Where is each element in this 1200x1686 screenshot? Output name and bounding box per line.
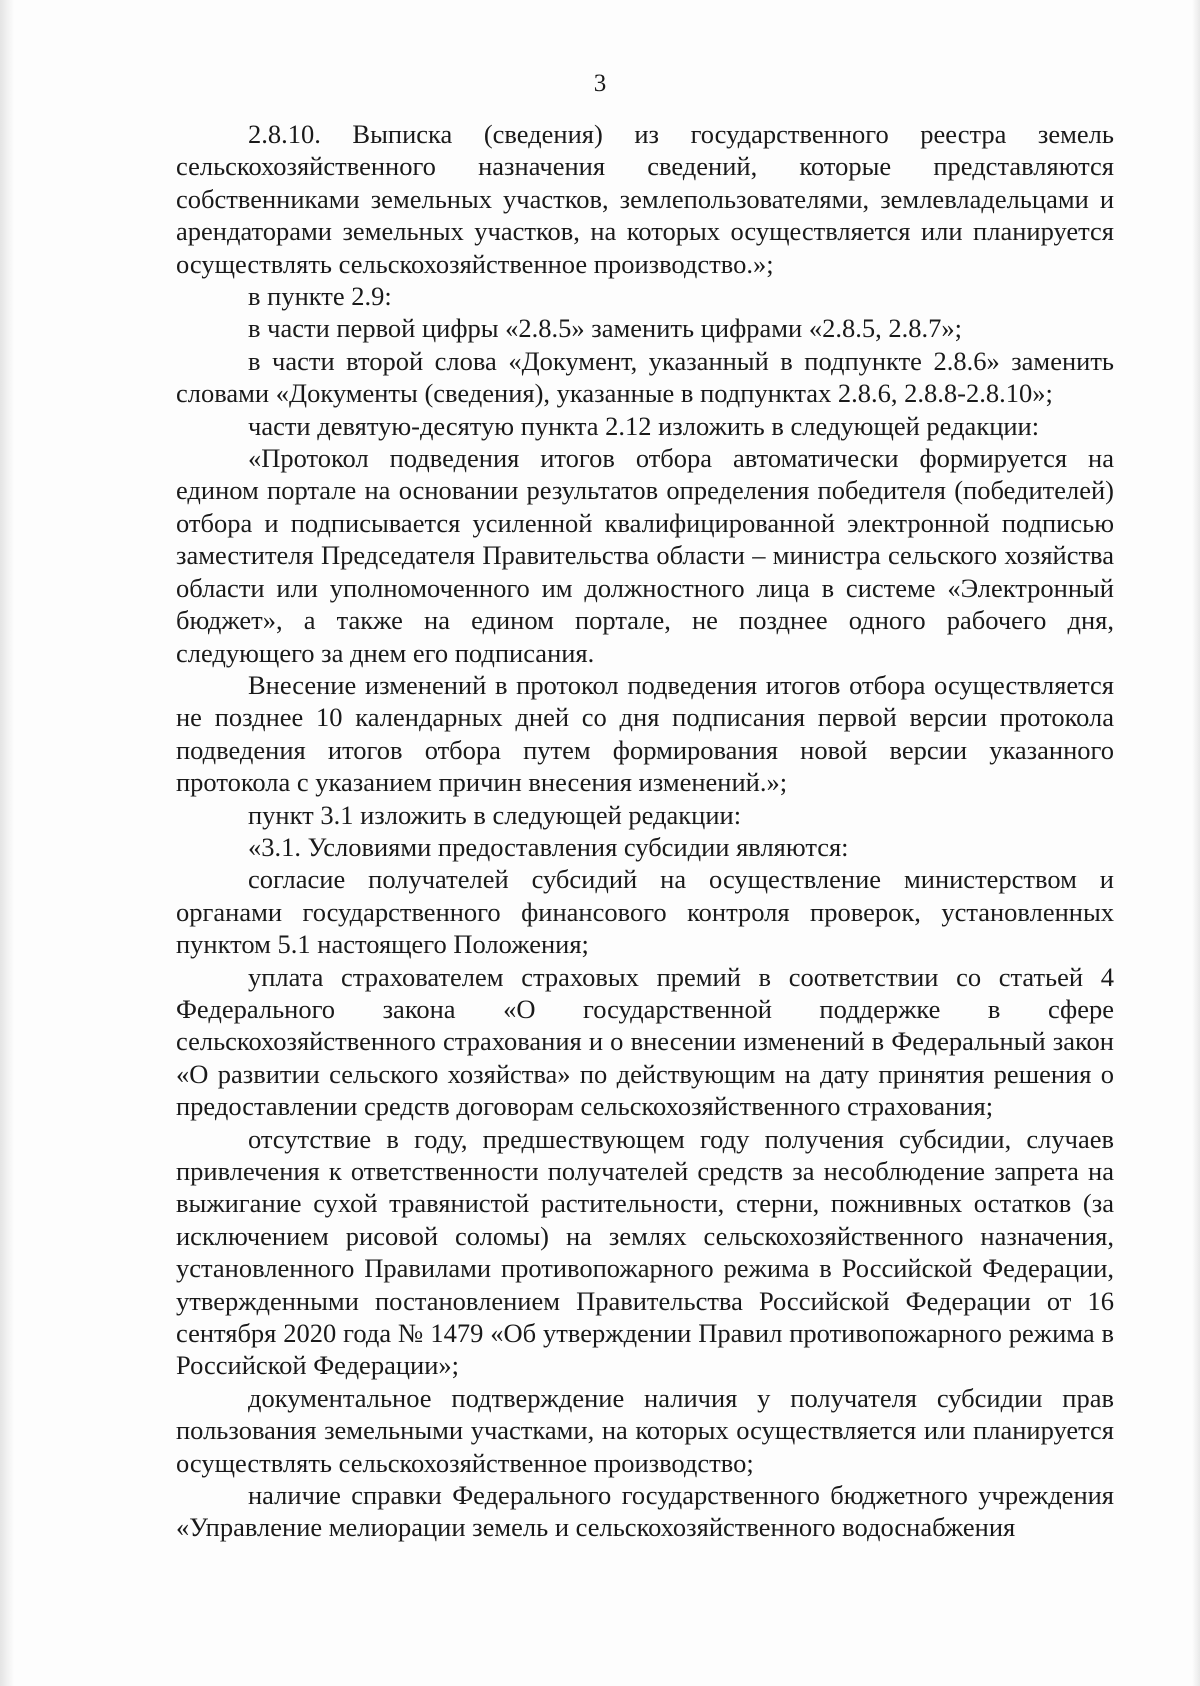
paragraph-land-rights: документальное подтверждение наличия у получателя субсидии прав пользования земельными участками, на которых осуществляется или планируется осуществлять сельскохозяйственное производство; — [176, 1382, 1114, 1478]
paragraph-conditions-heading: «3.1. Условиями предоставления субсидии являются: — [248, 831, 849, 862]
paragraph-consent: согласие получателей субсидий на осуществление министерством и органами государственного финансового контроля проверок, установленных пунктом 5.1 настоящего Положения; — [176, 864, 1114, 960]
paragraph-certificate: наличие справки Федерального государственного бюджетного учреждения «Управление мелиорации земель и сельскохозяйственного водоснабжения — [176, 1480, 1114, 1543]
scan-edge-right — [1192, 0, 1200, 1686]
document-body — [176, 118, 1114, 1544]
paragraph-protocol: «Протокол подведения итогов отбора автоматически формируется на едином портале на основании результатов определения победителя (победителей) отбора и подписывается усиленной квалифицированной электронной подписью заместителя Председателя Правительства области – министра сельского хозяйства области или уполномоченного им должностного лица в системе «Электронный бюджет», а также на едином портале, не позднее одного рабочего дня, следующего за днем его подписания. — [176, 443, 1114, 668]
page-number: 3 — [593, 70, 607, 97]
paragraph-item-2-9: в пункте 2.9: — [248, 281, 392, 312]
paragraph-2-8-10: 2.8.10. Выписка (сведения) из государственного реестра земель сельскохозяйственного назначения сведений, которые представляются собственниками земельных участков, землепользователями, землевладельцами и арендаторами земельных участков, на которых осуществляется или планируется осуществлять сельскохозяйственное производство.»; — [176, 119, 1114, 279]
paragraph-protocol-changes: Внесение изменений в протокол подведения итогов отбора осуществляется не позднее 10 календарных дней со дня подписания первой версии протокола подведения итогов отбора путем формирования новой версии указанного протокола с указанием причин внесения изменений.»; — [176, 669, 1114, 798]
paragraph-item-2-12: части девятую-десятую пункта 2.12 изложить в следующей редакции: — [248, 410, 1040, 441]
paragraph-part-two: в части второй слова «Документ, указанный в подпункте 2.8.6» заменить словами «Документы (сведения), указанные в подпунктах 2.8.6, 2.8.8-2.8.10»; — [176, 345, 1114, 409]
paragraph-item-3-1: пункт 3.1 изложить в следующей редакции: — [248, 799, 742, 830]
scan-edge-left — [0, 0, 14, 1686]
paragraph-burning-ban: отсутствие в году, предшествующем году получения субсидии, случаев привлечения к ответственности получателей средств за несоблюдение запрета на выжигание сухой травянистой растительности, стерни, пожнивных остатков (за исключением рисовой соломы) на землях сельскохозяйственного назначения, установленного Правилами противопожарного режима в Российской Федерации, утвержденными постановлением Правительства Российской Федерации от 16 сентября 2020 года № 1479 «Об утверждении Правил противопожарного режима в Российской Федерации»; — [176, 1123, 1114, 1381]
paragraph-part-one: в части первой цифры «2.8.5» заменить цифрами «2.8.5, 2.8.7»; — [248, 313, 962, 344]
paragraph-insurance-premiums: уплата страхователем страховых премий в соответствии со статьей 4 Федерального закона «О государственной поддержке в сфере сельскохозяйственного страхования и о внесении изменений в Федеральный закон «О развитии сельского хозяйства» по действующим на дату принятия решения о предоставлении средств договорам сельскохозяйственного страхования; — [176, 961, 1114, 1122]
